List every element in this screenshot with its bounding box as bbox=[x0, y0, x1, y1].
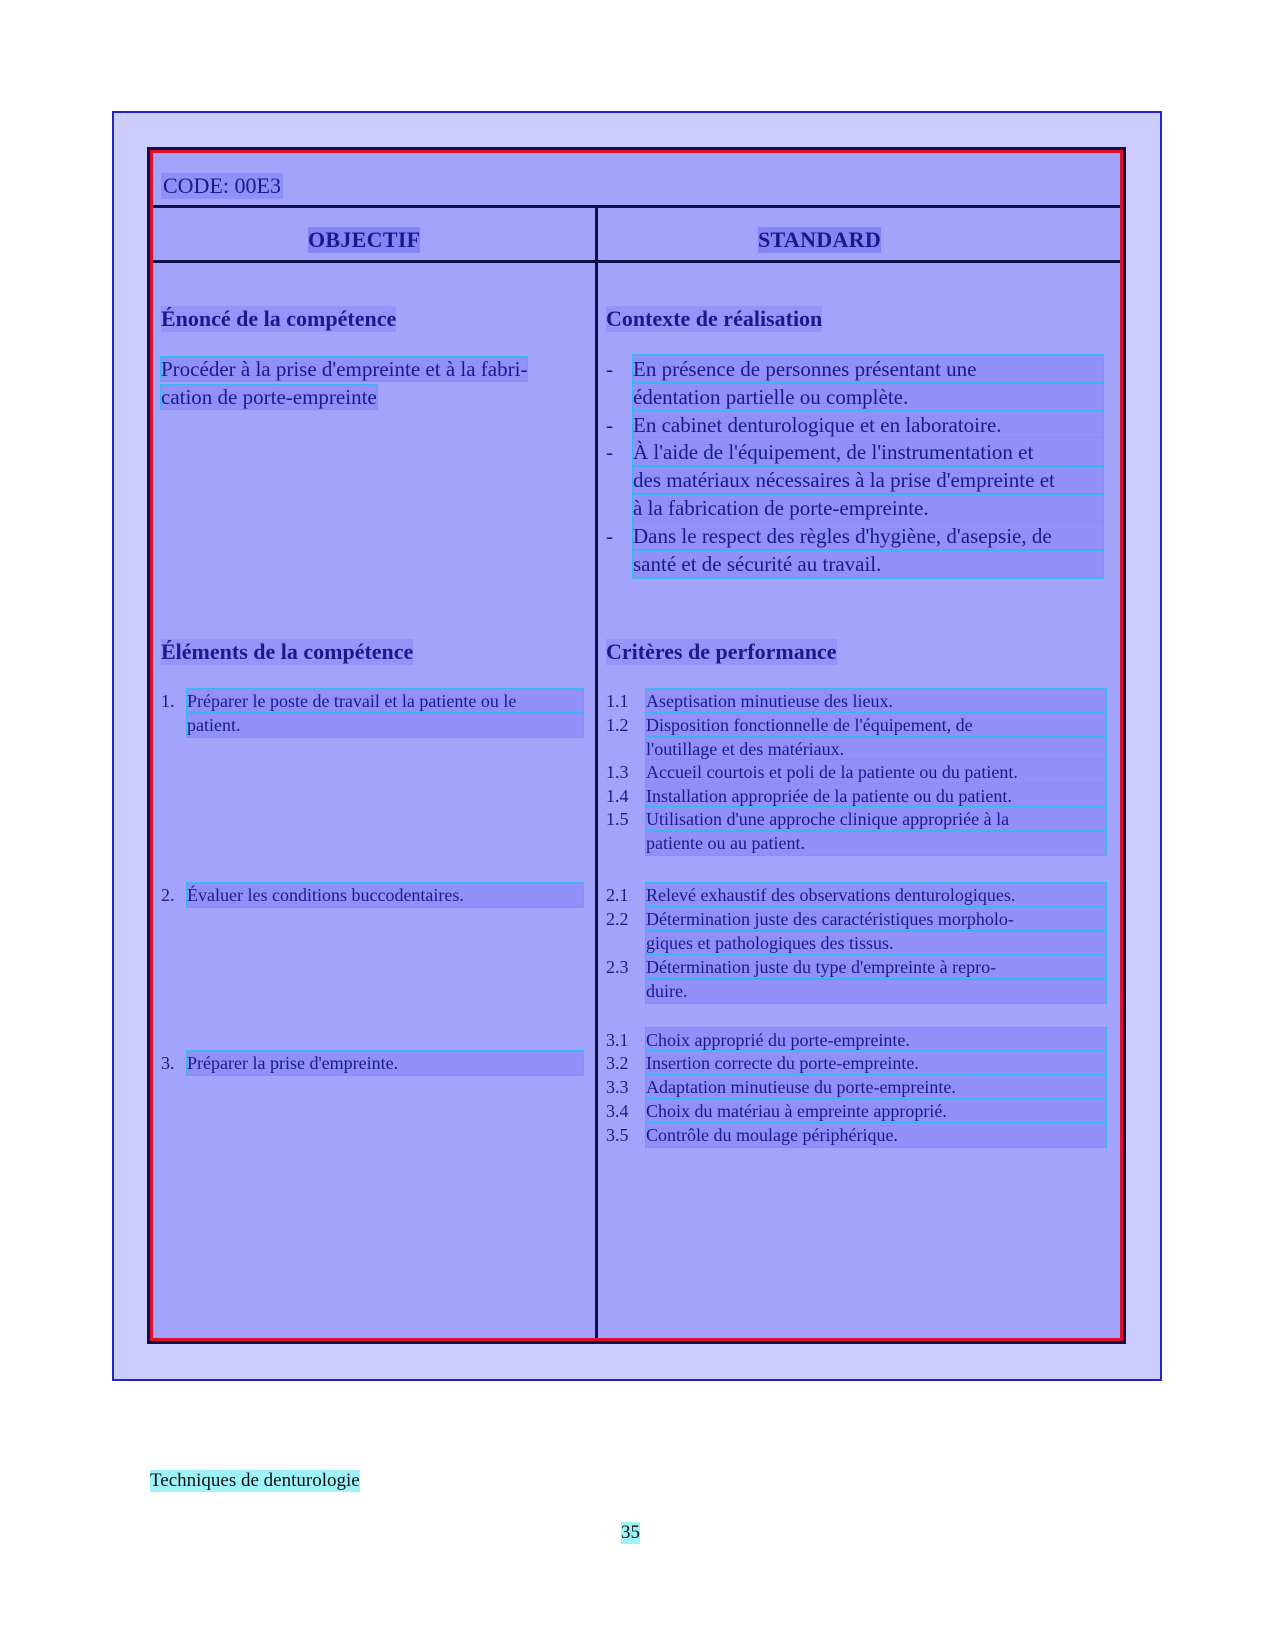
header-divider-top bbox=[153, 205, 1120, 208]
context-bullet bbox=[606, 411, 1106, 439]
criterion-number: 1.1 bbox=[606, 691, 629, 711]
bullet-line: En cabinet denturologique et en laboratoire. bbox=[633, 411, 1103, 439]
footer-title: Techniques de denturologie bbox=[150, 1470, 360, 1491]
bullet-dash: - bbox=[606, 440, 613, 464]
bullet-dash: - bbox=[606, 357, 613, 381]
criterion-number: 2.1 bbox=[606, 885, 629, 905]
bullet-line: édentation partielle ou complète. bbox=[633, 383, 1103, 411]
element-line: patient. bbox=[187, 713, 583, 737]
statement-heading: Énoncé de la compétence bbox=[161, 306, 397, 331]
objectif-header: OBJECTIF bbox=[308, 227, 421, 252]
bullet-dash: - bbox=[606, 413, 613, 437]
bullet-line: À l'aide de l'équipement, de l'instrumentation et bbox=[633, 438, 1103, 466]
code-label: CODE: 00E3 bbox=[163, 173, 281, 198]
criterion-number: 1.2 bbox=[606, 715, 629, 735]
bullet-line: à la fabrication de porte-empreinte. bbox=[633, 494, 1103, 522]
bullet-line: Dans le respect des règles d'hygiène, d'asepsie, de bbox=[633, 522, 1103, 550]
criterion-line: Adaptation minutieuse du porte-empreinte. bbox=[646, 1075, 1106, 1099]
criterion-number: 3.2 bbox=[606, 1053, 629, 1073]
statement-line: Procéder à la prise d'empreinte et à la fabri- bbox=[161, 357, 528, 381]
criterion-line: Installation appropriée de la patiente ou du patient. bbox=[646, 784, 1106, 808]
criterion-line: Détermination juste des caractéristiques morpholo- bbox=[646, 907, 1106, 931]
context-bullet bbox=[606, 355, 1106, 411]
criterion-number: 3.4 bbox=[606, 1101, 629, 1121]
criterion-number: 3.5 bbox=[606, 1125, 629, 1145]
element-number: 1. bbox=[161, 691, 175, 711]
criterion-line: l'outillage et des matériaux. bbox=[646, 737, 1106, 761]
element-line: Préparer le poste de travail et la patiente ou le bbox=[187, 689, 583, 713]
criterion-number: 1.4 bbox=[606, 786, 629, 806]
criterion-line: Contrôle du moulage périphérique. bbox=[646, 1123, 1106, 1147]
criterion-line: Choix du matériau à empreinte approprié. bbox=[646, 1099, 1106, 1123]
standard-header: STANDARD bbox=[758, 227, 882, 252]
context-bullet bbox=[606, 522, 1106, 578]
criterion-line: Relevé exhaustif des observations denturologiques. bbox=[646, 883, 1106, 907]
criterion-number: 1.3 bbox=[606, 762, 629, 782]
criterion-number: 2.2 bbox=[606, 909, 629, 929]
criteria-heading: Critères de performance bbox=[606, 639, 837, 664]
element-line: Préparer la prise d'empreinte. bbox=[187, 1051, 583, 1075]
page-number: 35 bbox=[621, 1522, 640, 1543]
competency-table bbox=[150, 150, 1123, 1341]
statement-line: cation de porte-empreinte bbox=[161, 385, 377, 409]
bullet-line: santé et de sécurité au travail. bbox=[633, 550, 1103, 578]
criterion-number: 2.3 bbox=[606, 957, 629, 977]
context-bullet bbox=[606, 438, 1106, 522]
criterion-line: Détermination juste du type d'empreinte à repro- bbox=[646, 955, 1106, 979]
bullet-line: En présence de personnes présentant une bbox=[633, 355, 1103, 383]
criterion-line: Choix approprié du porte-empreinte. bbox=[646, 1028, 1106, 1052]
criterion-line: Utilisation d'une approche clinique appropriée à la bbox=[646, 807, 1106, 831]
statement-text bbox=[161, 355, 591, 411]
header-divider-bottom bbox=[153, 260, 1120, 263]
elements-heading: Éléments de la compétence bbox=[161, 639, 414, 664]
criterion-line: patiente ou au patient. bbox=[646, 831, 1106, 855]
criterion-line: Aseptisation minutieuse des lieux. bbox=[646, 689, 1106, 713]
criterion-number: 3.3 bbox=[606, 1077, 629, 1097]
criterion-line: Accueil courtois et poli de la patiente ou du patient. bbox=[646, 760, 1106, 784]
criterion-line: Insertion correcte du porte-empreinte. bbox=[646, 1051, 1106, 1075]
criterion-line: giques et pathologiques des tissus. bbox=[646, 931, 1106, 955]
criterion-number: 1.5 bbox=[606, 809, 629, 829]
element-number: 3. bbox=[161, 1053, 175, 1073]
bullet-dash: - bbox=[606, 524, 613, 548]
element-number: 2. bbox=[161, 885, 175, 905]
context-heading: Contexte de réalisation bbox=[606, 306, 823, 331]
criterion-number: 3.1 bbox=[606, 1030, 629, 1050]
column-divider bbox=[595, 208, 598, 1338]
criterion-line: Disposition fonctionnelle de l'équipement, de bbox=[646, 713, 1106, 737]
bullet-line: des matériaux nécessaires à la prise d'empreinte et bbox=[633, 466, 1103, 494]
element-line: Évaluer les conditions buccodentaires. bbox=[187, 883, 583, 907]
criterion-line: duire. bbox=[646, 979, 1106, 1003]
